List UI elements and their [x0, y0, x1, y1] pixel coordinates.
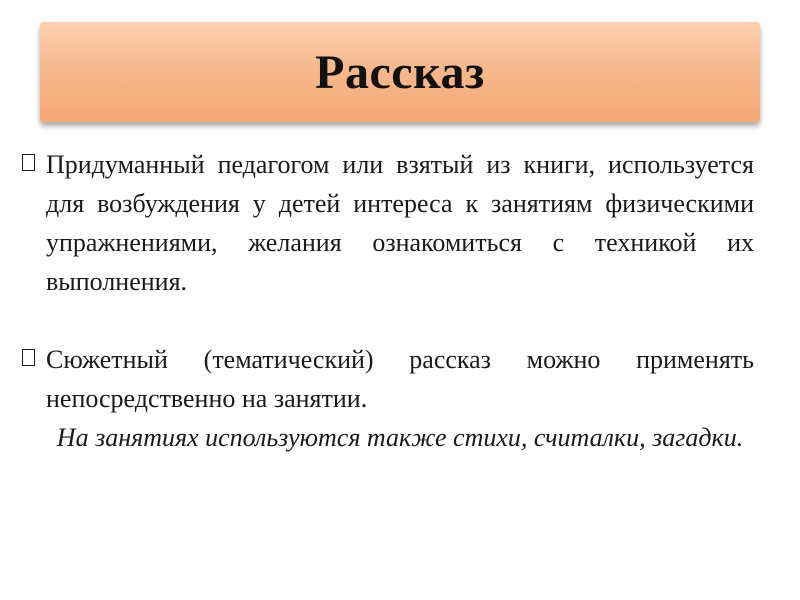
- italic-note: На занятиях используются также стихи, считалки, загадки.: [56, 423, 744, 452]
- square-bullet-icon: [22, 154, 35, 171]
- title-box: [40, 22, 760, 122]
- bullet-text: Придуманный педагогом или взятый из книги, используется для возбуждения у детей интереса к занятиям физическими упражнениями, желания ознакомиться с техникой их выполнения.: [46, 150, 754, 296]
- square-bullet-icon: [22, 349, 35, 366]
- slide-content: [22, 145, 754, 457]
- bullet-item: [22, 340, 754, 418]
- bullet-item: [22, 145, 754, 301]
- slide-title: Рассказ: [315, 45, 485, 99]
- bullet-text: Сюжетный (тематический) рассказ можно применять непосредственно на занятии.: [46, 345, 754, 413]
